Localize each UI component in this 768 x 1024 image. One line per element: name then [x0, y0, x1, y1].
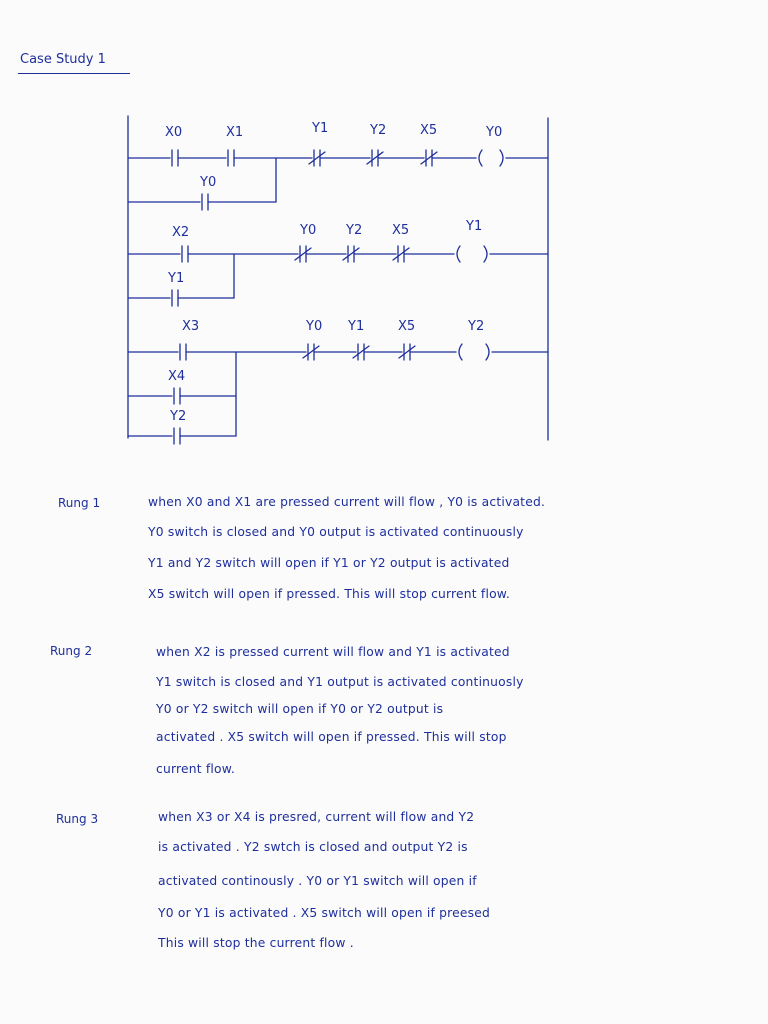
rung-1-line-3: Y1 and Y2 switch will open if Y1 or Y2 output is activated	[148, 556, 510, 570]
rung-2-label: Rung 2	[50, 644, 93, 658]
svg-text:Y1: Y1	[466, 219, 483, 234]
svg-text:X0: X0	[165, 125, 183, 140]
svg-text:X5: X5	[398, 319, 416, 334]
svg-text:X3: X3	[182, 319, 200, 334]
branch-contact-y2	[169, 409, 186, 444]
svg-text:X1: X1	[226, 125, 244, 140]
rung-2-line-2: Y1 switch is closed and Y1 output is activated continuosly	[156, 675, 524, 689]
contact-y2-nc-r2	[343, 223, 362, 262]
branch-contact-x4	[168, 369, 185, 404]
svg-text:Y1: Y1	[348, 319, 365, 334]
rung-1-line-4: X5 switch will open if pressed. This will stop current flow.	[148, 587, 511, 601]
svg-text:Y0: Y0	[486, 125, 503, 140]
coil-y2	[459, 319, 489, 360]
contact-y2-nc	[367, 123, 386, 166]
rung-2-line-1: when X2 is pressed current will flow and Y1 is activated	[156, 645, 510, 659]
rung-3-line-1: when X3 or X4 is presred, current will flow and Y2	[158, 810, 475, 824]
svg-text:Y2: Y2	[370, 123, 387, 138]
branch-contact-y0	[199, 175, 216, 210]
ladder-diagram	[0, 0, 768, 470]
svg-text:Y1: Y1	[168, 271, 185, 286]
rung-3-line-4: Y0 or Y1 is activated . X5 switch will open if preesed	[158, 906, 491, 920]
rung-1-line-2: Y0 switch is closed and Y0 output is activated continuously	[148, 525, 524, 539]
contact-x1	[226, 125, 243, 166]
contact-y0-nc	[295, 223, 316, 262]
rung-3-line-5: This will stop the current flow .	[158, 936, 354, 950]
contact-y1-nc-r3	[347, 319, 369, 360]
svg-text:Y2: Y2	[468, 319, 485, 334]
contact-y1-nc	[309, 121, 328, 166]
contact-x5-nc-r3	[398, 319, 415, 360]
contact-x5-nc	[420, 123, 437, 166]
rung-3-label: Rung 3	[56, 812, 99, 826]
svg-text:Y2: Y2	[170, 409, 187, 424]
svg-text:X5: X5	[420, 123, 438, 138]
contact-x2	[172, 225, 189, 262]
svg-text:Y0: Y0	[200, 175, 217, 190]
svg-text:X5: X5	[392, 223, 410, 238]
page-title: Case Study 1	[20, 52, 106, 67]
contact-y0-nc-r3	[303, 319, 322, 360]
rung-3-line-2: is activated . Y2 swtch is closed and output Y2 is	[158, 840, 468, 854]
rung-2-line-3: Y0 or Y2 switch will open if Y0 or Y2 output is	[156, 702, 444, 716]
rung-1-label: Rung 1	[58, 496, 101, 510]
rung-2-line-5: current flow.	[156, 762, 235, 776]
rung-3-line-3: activated continously . Y0 or Y1 switch will open if	[158, 874, 477, 888]
contact-x0	[165, 125, 182, 166]
contact-x3	[180, 319, 199, 360]
svg-text:Y0: Y0	[300, 223, 317, 238]
svg-text:Y2: Y2	[346, 223, 363, 238]
contact-x5-nc-r2	[392, 223, 409, 262]
rung-2-line-4: activated . X5 switch will open if pressed. This will stop	[156, 730, 507, 744]
coil-y0	[479, 125, 503, 166]
svg-text:X2: X2	[172, 225, 190, 240]
coil-y1	[457, 219, 487, 262]
svg-text:Y1: Y1	[312, 121, 329, 136]
svg-text:X4: X4	[168, 369, 186, 384]
rung-1-line-1: when X0 and X1 are pressed current will flow , Y0 is activated.	[148, 495, 546, 509]
branch-contact-y1	[167, 271, 184, 306]
svg-text:Y0: Y0	[306, 319, 323, 334]
